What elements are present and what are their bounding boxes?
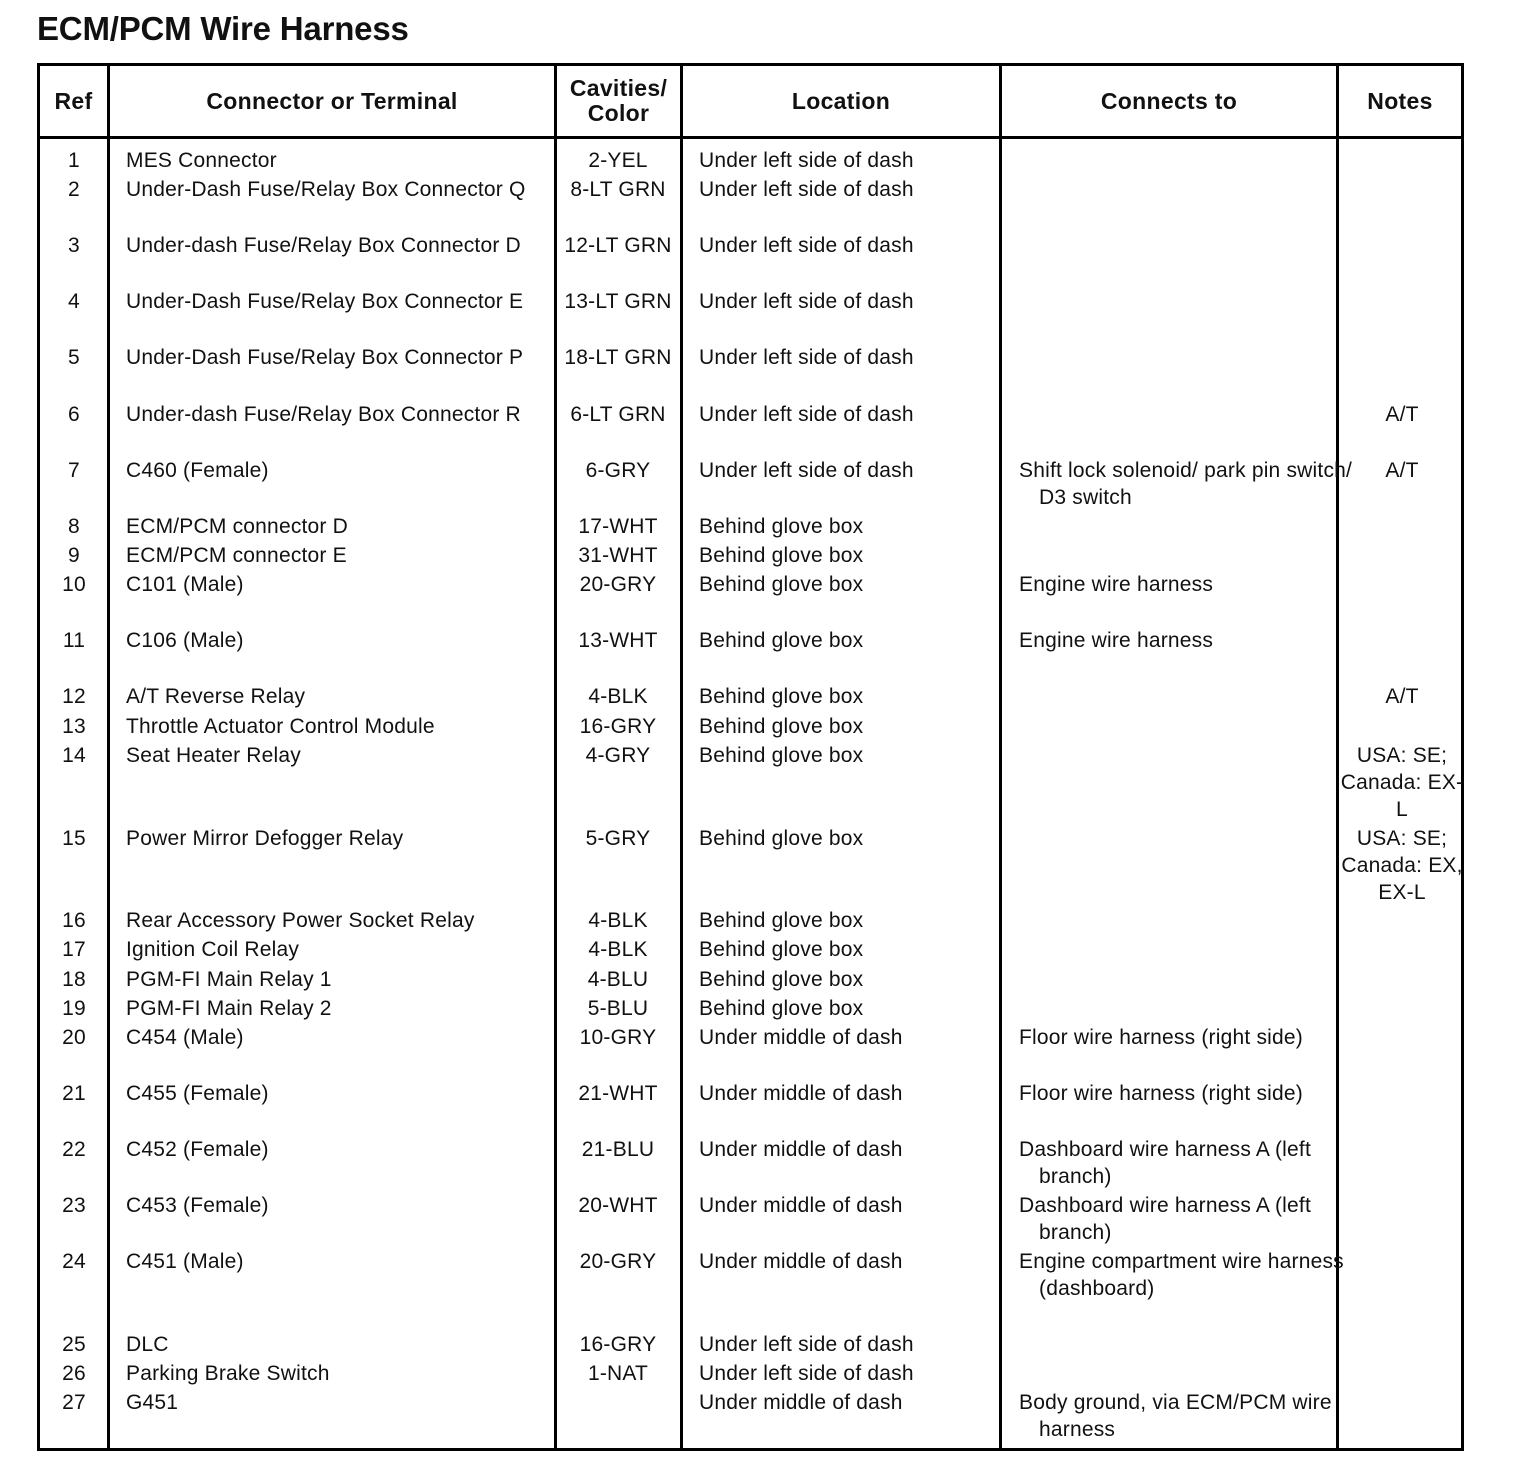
cell-location: Under left side of dash — [699, 1333, 914, 1356]
cell-ref: 26 — [62, 1362, 86, 1385]
cell-cavities: 18-LT GRN — [564, 346, 672, 369]
cell-connector: MES Connector — [126, 149, 277, 172]
cell-connects-to: Floor wire harness (right side) — [1019, 1026, 1303, 1049]
cell-cavities: 12-LT GRN — [564, 234, 672, 257]
cell-cavities: 6-GRY — [585, 459, 651, 482]
cell-location: Under left side of dash — [699, 290, 914, 313]
cell-ref: 19 — [62, 997, 86, 1020]
cell-location: Behind glove box — [699, 515, 864, 538]
cell-ref: 13 — [62, 715, 86, 738]
wire-harness-table — [37, 63, 1464, 1451]
cell-ref: 25 — [62, 1333, 86, 1356]
header-connector: Connector or Terminal — [206, 87, 458, 114]
cell-cavities: 16-GRY — [579, 1333, 657, 1356]
cell-cavities: 5-BLU — [587, 997, 649, 1020]
cell-ref: 9 — [68, 544, 80, 567]
cell-connects-to: Body ground, via ECM/PCM wire harness — [1019, 1391, 1332, 1441]
cell-ref: 5 — [68, 346, 80, 369]
cell-ref: 6 — [68, 403, 80, 426]
cell-connects-to: Engine wire harness — [1019, 573, 1214, 596]
cell-location: Behind glove box — [699, 544, 864, 567]
cell-cavities: 1-NAT — [587, 1362, 649, 1385]
cell-ref: 22 — [62, 1138, 86, 1161]
cell-location: Behind glove box — [699, 685, 864, 708]
cell-notes: USA: SE; Canada: EX, EX-L — [1341, 827, 1463, 904]
cell-connector: Parking Brake Switch — [126, 1362, 330, 1385]
cell-ref: 17 — [62, 938, 86, 961]
cell-ref: 21 — [62, 1082, 86, 1105]
cell-location: Behind glove box — [699, 715, 864, 738]
header-cavities-line1: Cavities/ — [569, 75, 668, 101]
cell-cavities: 21-BLU — [581, 1138, 655, 1161]
header-cavities — [557, 66, 680, 136]
cell-cavities: 21-WHT — [578, 1082, 658, 1105]
cell-connector: PGM-FI Main Relay 2 — [126, 997, 332, 1020]
cell-connector: PGM-FI Main Relay 1 — [126, 968, 332, 991]
cell-location: Under middle of dash — [699, 1138, 903, 1161]
header-connects-to: Connects to — [1100, 87, 1238, 114]
cell-ref: 7 — [68, 459, 80, 482]
cell-connector: C106 (Male) — [126, 629, 244, 652]
cell-cavities: 20-GRY — [579, 573, 657, 596]
cell-location: Behind glove box — [699, 744, 864, 767]
cell-location: Under middle of dash — [699, 1391, 903, 1414]
cell-connector: A/T Reverse Relay — [126, 685, 306, 708]
cell-ref: 10 — [62, 573, 86, 596]
cell-ref: 3 — [68, 234, 80, 257]
cell-location: Under middle of dash — [699, 1194, 903, 1217]
cell-cavities: 4-BLU — [587, 968, 649, 991]
cell-cavities: 13-WHT — [578, 629, 658, 652]
cell-ref: 24 — [62, 1250, 86, 1273]
header-notes: Notes — [1367, 87, 1433, 114]
table-body — [40, 139, 1464, 1448]
cell-location: Behind glove box — [699, 573, 864, 596]
cell-cavities: 4-GRY — [585, 744, 651, 767]
cell-cavities: 8-LT GRN — [570, 178, 666, 201]
cell-location: Under left side of dash — [699, 1362, 914, 1385]
cell-cavities: 4-BLK — [588, 938, 648, 961]
cell-location: Behind glove box — [699, 629, 864, 652]
cell-connects-to: Shift lock solenoid/ park pin switch/ D3 switch — [1019, 459, 1353, 509]
cell-location: Under left side of dash — [699, 346, 914, 369]
cell-connector: C454 (Male) — [126, 1026, 244, 1049]
cell-ref: 16 — [62, 909, 86, 932]
cell-connector: Under-dash Fuse/Relay Box Connector R — [126, 403, 521, 426]
cell-ref: 1 — [68, 149, 80, 172]
header-cavities-line2: Color — [587, 100, 650, 126]
cell-connector: C455 (Female) — [126, 1082, 269, 1105]
cell-connector: Seat Heater Relay — [126, 744, 301, 767]
cell-cavities: 17-WHT — [578, 515, 658, 538]
cell-connects-to: Floor wire harness (right side) — [1019, 1082, 1303, 1105]
cell-cavities: 6-LT GRN — [570, 403, 666, 426]
cell-connector: C451 (Male) — [126, 1250, 244, 1273]
cell-notes: A/T — [1385, 403, 1419, 426]
cell-connector: ECM/PCM connector E — [126, 544, 347, 567]
header-location: Location — [791, 87, 891, 114]
cell-connects-to: Engine compartment wire harness (dashboard) — [1019, 1250, 1344, 1300]
cell-connector: Power Mirror Defogger Relay — [126, 827, 404, 850]
cell-cavities: 20-GRY — [579, 1250, 657, 1273]
cell-notes: A/T — [1385, 459, 1419, 482]
cell-location: Behind glove box — [699, 909, 864, 932]
cell-ref: 2 — [68, 178, 80, 201]
cell-location: Under middle of dash — [699, 1250, 903, 1273]
cell-cavities: 5-GRY — [585, 827, 651, 850]
cell-connector: DLC — [126, 1333, 169, 1356]
cell-connector: Rear Accessory Power Socket Relay — [126, 909, 475, 932]
cell-ref: 8 — [68, 515, 80, 538]
cell-notes: A/T — [1385, 685, 1419, 708]
cell-location: Under left side of dash — [699, 149, 914, 172]
cell-cavities: 4-BLK — [588, 685, 648, 708]
cell-connector: C453 (Female) — [126, 1194, 269, 1217]
cell-ref: 14 — [62, 744, 86, 767]
cell-location: Behind glove box — [699, 997, 864, 1020]
cell-cavities: 16-GRY — [579, 715, 657, 738]
cell-ref: 23 — [62, 1194, 86, 1217]
header-ref: Ref — [54, 87, 93, 114]
cell-location: Under middle of dash — [699, 1026, 903, 1049]
cell-notes: USA: SE; Canada: EX-L — [1340, 744, 1464, 821]
cell-ref: 20 — [62, 1026, 86, 1049]
cell-location: Behind glove box — [699, 968, 864, 991]
cell-connector: Under-Dash Fuse/Relay Box Connector E — [126, 290, 524, 313]
cell-connector: Under-Dash Fuse/Relay Box Connector P — [126, 346, 524, 369]
cell-location: Under left side of dash — [699, 459, 914, 482]
cell-connector: Under-Dash Fuse/Relay Box Connector Q — [126, 178, 526, 201]
cell-connector: C460 (Female) — [126, 459, 269, 482]
cell-location: Under left side of dash — [699, 178, 914, 201]
cell-connects-to: Dashboard wire harness A (left branch) — [1019, 1194, 1311, 1244]
cell-ref: 4 — [68, 290, 80, 313]
cell-ref: 18 — [62, 968, 86, 991]
cell-cavities: 31-WHT — [578, 544, 658, 567]
cell-cavities: 4-BLK — [588, 909, 648, 932]
cell-cavities: 10-GRY — [579, 1026, 657, 1049]
cell-connects-to: Engine wire harness — [1019, 629, 1214, 652]
cell-cavities: 13-LT GRN — [564, 290, 672, 313]
cell-connector: G451 — [126, 1391, 179, 1414]
cell-ref: 12 — [62, 685, 86, 708]
cell-connector: C452 (Female) — [126, 1138, 269, 1161]
cell-ref: 11 — [62, 629, 86, 652]
cell-connector: Under-dash Fuse/Relay Box Connector D — [126, 234, 521, 257]
cell-location: Under left side of dash — [699, 403, 914, 426]
cell-cavities: 20-WHT — [578, 1194, 658, 1217]
cell-connects-to: Dashboard wire harness A (left branch) — [1019, 1138, 1311, 1188]
cell-connector: ECM/PCM connector D — [126, 515, 349, 538]
cell-location: Behind glove box — [699, 827, 864, 850]
cell-location: Behind glove box — [699, 938, 864, 961]
page-title: ECM/PCM Wire Harness — [37, 10, 409, 47]
cell-ref: 15 — [62, 827, 86, 850]
cell-location: Under left side of dash — [699, 234, 914, 257]
cell-connector: C101 (Male) — [126, 573, 244, 596]
cell-connector: Ignition Coil Relay — [126, 938, 300, 961]
cell-location: Under middle of dash — [699, 1082, 903, 1105]
cell-connector: Throttle Actuator Control Module — [126, 715, 435, 738]
cell-ref: 27 — [62, 1391, 86, 1414]
cell-cavities: 2-YEL — [588, 149, 648, 172]
